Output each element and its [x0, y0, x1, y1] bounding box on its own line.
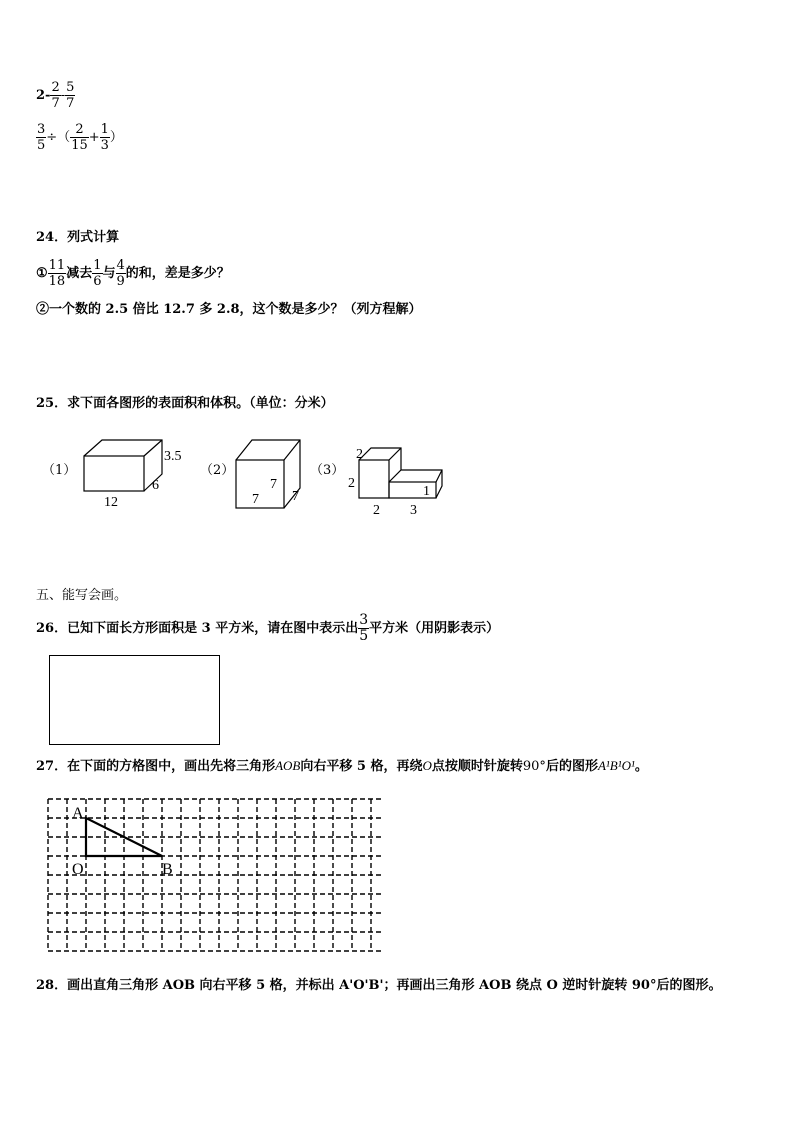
text-segment: 27．在下面的方格图中，画出先将三角形 — [36, 759, 276, 774]
section-title: 五、能写会画。 — [36, 588, 128, 603]
fraction: $\frac{2}{15}$ — [71, 122, 88, 153]
block-width-label: 2 — [373, 503, 380, 518]
q24-item-1 — [36, 258, 230, 289]
figure-2-label: （2） — [200, 463, 235, 478]
rectangle-figure — [49, 655, 220, 745]
text-segment: 后的图形 — [545, 759, 598, 774]
cube-edge-label: 7 — [252, 492, 259, 507]
item-text: 一个数的 2.5 倍比 12.7 多 2.8，这个数是多少？（列方程解） — [49, 302, 422, 317]
fraction: $\frac{11}{18}$ — [48, 258, 66, 289]
width-label: 6 — [152, 478, 159, 493]
block-height-label: 2 — [356, 447, 363, 462]
q23-expression-1 — [36, 80, 75, 111]
q23-expression-2 — [36, 122, 123, 153]
text-segment: 减去 — [66, 266, 93, 281]
label-b: B — [162, 861, 173, 878]
result-figure-name: A¹B¹O¹ — [597, 758, 635, 773]
cube-edge-label: 7 — [270, 477, 277, 492]
cube-figure — [232, 436, 312, 511]
q25-title: 25．求下面各图形的表面积和体积。（单位：分米） — [36, 396, 334, 411]
block-height-label: 2 — [348, 476, 355, 491]
label-o: O — [72, 861, 84, 878]
fraction: $\frac{1}{6}$ — [93, 258, 102, 289]
text-segment: 平方米（用阴影表示） — [369, 621, 500, 636]
circled-marker: ① — [36, 266, 48, 281]
expr1-sep: - — [60, 88, 66, 103]
fraction: $\frac{3}{5}$ — [37, 122, 46, 153]
cube-edge-label: 7 — [292, 489, 299, 504]
cuboid-figure — [80, 436, 190, 511]
fraction: $\frac{2}{7}$ — [51, 80, 60, 111]
text-segment: 26．已知下面长方形面积是 3 平方米，请在图中表示出 — [36, 621, 359, 636]
text-segment: 点按顺时针旋转 — [431, 759, 523, 774]
figure-3-label: （3） — [310, 463, 345, 478]
q26-text — [36, 612, 499, 646]
expr2-op: ÷（ — [46, 130, 71, 145]
text-segment: 向右平移 5 格，再绕 — [300, 759, 423, 774]
q24-item-2 — [36, 302, 422, 318]
fraction: $\frac{3}{5}$ — [359, 612, 369, 644]
square-grid — [40, 794, 384, 958]
figure-1-label: （1） — [42, 463, 77, 478]
block-width-label: 3 — [410, 503, 417, 518]
q28-text: 28．画出直角三角形 AOB 向右平移 5 格，并标出 A'O'B'；再画出三角形 AOB 绕点 O 逆时针旋转 90°后的图形。 — [36, 978, 722, 993]
q27-text — [36, 758, 648, 775]
label-a: A — [72, 805, 84, 822]
height-label: 3.5 — [164, 449, 182, 464]
length-label: 12 — [104, 495, 118, 510]
angle-value: 90° — [522, 759, 546, 774]
compound-block-figure — [344, 442, 444, 518]
fraction: $\frac{4}{9}$ — [116, 258, 125, 289]
triangle-name: AOB — [275, 758, 301, 773]
expr2-plus: + — [88, 130, 100, 145]
q24-title: 24．列式计算 — [36, 230, 120, 245]
block-height-label: 1 — [423, 484, 430, 499]
expr2-close: ） — [109, 130, 123, 145]
fraction: $\frac{5}{7}$ — [66, 80, 75, 111]
circled-marker: ② — [36, 302, 50, 317]
text-segment: 与 — [102, 266, 116, 281]
point-name: O — [422, 758, 432, 773]
fraction: $\frac{1}{3}$ — [100, 122, 109, 153]
text-segment: 的和，差是多少？ — [125, 266, 230, 281]
expr1-prefix: 2- — [36, 88, 51, 103]
text-segment: 。 — [634, 759, 648, 774]
